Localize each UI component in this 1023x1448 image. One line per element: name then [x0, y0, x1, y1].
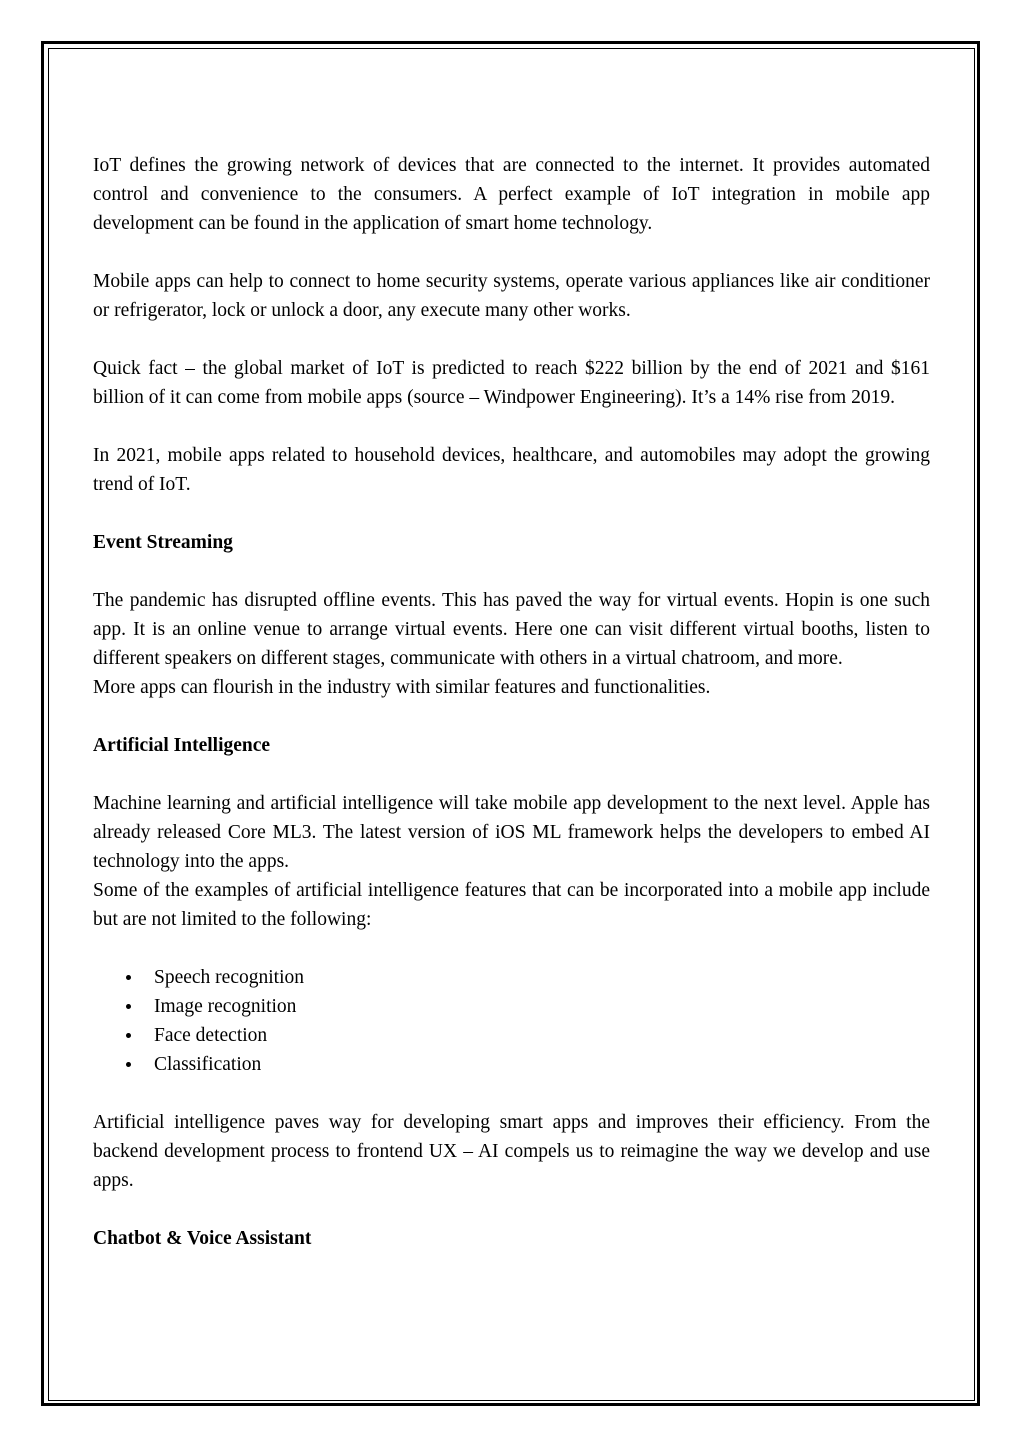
bullet-icon	[126, 975, 131, 980]
list-item-text: Face detection	[154, 1025, 268, 1046]
list-item	[93, 963, 930, 992]
list-item-text: Image recognition	[154, 996, 297, 1017]
document-body	[93, 151, 930, 1282]
heading-chatbot: Chatbot & Voice Assistant	[93, 1228, 312, 1249]
bullet-icon	[126, 1062, 131, 1067]
list-item	[93, 992, 930, 1021]
bullet-icon	[126, 1004, 131, 1009]
list-item	[93, 1021, 930, 1050]
paragraph-iot-fact: Quick fact – the global market of IoT is predicted to reach $222 billion by the end of 2021 and $161 billion of it can come from mobile apps (source – Windpower Engineering). It’s a 14% rise from 2019.	[93, 358, 930, 408]
paragraph-iot-intro: IoT defines the growing network of devices that are connected to the internet. It provides automated control and convenience to the consumers. A perfect example of IoT integration in mobile app development can be found in the application of smart home technology.	[93, 155, 930, 234]
list-item	[93, 1050, 930, 1079]
paragraph-ai-3: Artificial intelligence paves way for developing smart apps and improves their efficiency. From the backend development process to frontend UX – AI compels us to reimagine the way we develop and use apps.	[93, 1112, 930, 1191]
list-item-text: Classification	[154, 1054, 262, 1075]
heading-artificial-intelligence: Artificial Intelligence	[93, 735, 271, 756]
paragraph-ai-1: Machine learning and artificial intelligence will take mobile app development to the next level. Apple has already released Core ML3. The latest version of iOS ML framework helps the developers to embed AI technology into the apps.	[93, 793, 930, 872]
bullet-icon	[126, 1033, 131, 1038]
paragraph-iot-2021: In 2021, mobile apps related to household devices, healthcare, and automobiles may adopt the growing trend of IoT.	[93, 445, 930, 495]
paragraph-event-2: More apps can flourish in the industry with similar features and functionalities.	[93, 677, 711, 698]
ai-features-list	[93, 963, 930, 1079]
heading-event-streaming: Event Streaming	[93, 532, 233, 553]
paragraph-event-1: The pandemic has disrupted offline events. This has paved the way for virtual events. Hopin is one such app. It is an online venue to arrange virtual events. Here one can visit different virtual booths, listen to different speakers on different stages, communicate with others in a virtual chatroom, and more.	[93, 590, 930, 669]
list-item-text: Speech recognition	[154, 967, 304, 988]
paragraph-iot-mobile: Mobile apps can help to connect to home security systems, operate various appliances like air conditioner or refrigerator, lock or unlock a door, any execute many other works.	[93, 271, 930, 321]
paragraph-ai-2: Some of the examples of artificial intelligence features that can be incorporated into a mobile app include but are not limited to the following:	[93, 880, 930, 930]
